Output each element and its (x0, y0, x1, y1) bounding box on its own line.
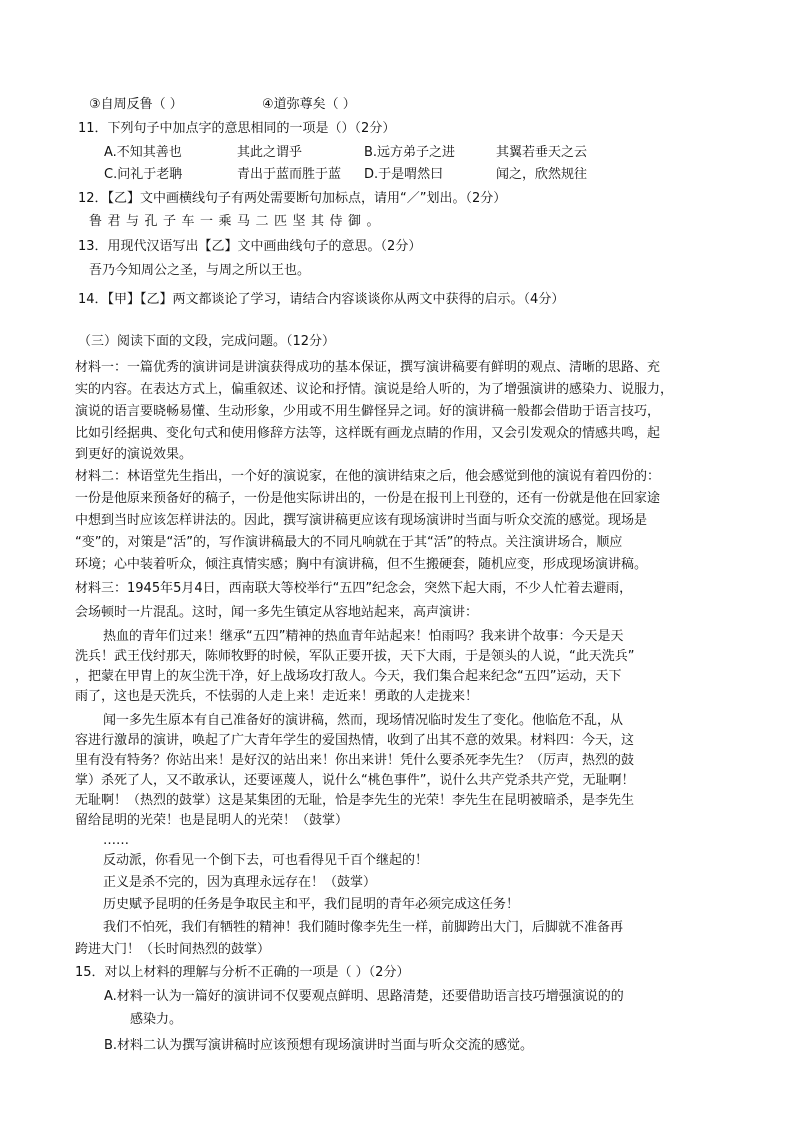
material2-line: 一份是他原来预备好的稿子，一份是他实际讲出的，一份是在报刊上刊登的，还有一份就是他在回家途 (75, 491, 661, 506)
material4-line: 留给昆明的光荣！也是昆明人的光荣！（鼓掌） (75, 813, 349, 828)
speech-line: ，把蒙在甲胄上的灰尘洗干净，好上战场攻打敌人。今天，我们集合起来纪念“五四”运动，天下 (75, 669, 622, 684)
q11-option-d-2: 闻之，欣然规往 (496, 167, 588, 182)
material3-line: 会场顿时一片混乱。这时，闻一多先生镇定从容地站起来，高声演讲： (75, 605, 479, 620)
q11-option-a-2: 其此之谓乎 (237, 145, 303, 160)
material2-line: 中想到当时应该怎样讲法的。因此，撰写演讲稿更应该有现场演讲时当面与听众交流的感觉。现场是 (75, 513, 648, 528)
material1-line: 演说的语言要晓畅易懂、生动形象，少用或不用生僻怪异之词。好的演讲稿一般都会借助于语言技巧， (75, 404, 661, 419)
material6-line: 我们不怕死，我们有牺牲的精神！我们随时像李先生一样，前脚跨出大门，后脚就不准备再 (103, 920, 624, 935)
material1-line: 到更好的演说效果。 (75, 447, 193, 462)
ellipsis: …… (103, 833, 129, 848)
material5-line: 正义是杀不完的，因为真理永远存在！（鼓掌） (103, 875, 377, 890)
q11-option-d-1: D.于是喟然曰 (364, 167, 444, 182)
material2-line: 环境；心中装着听众，倾注真情实感；胸中有演讲稿，但不生搬硬套，随机应变，形成现场演讲稿。 (75, 557, 648, 572)
material5-line: 反动派，你看见一个倒下去，可也看得见千百个继起的！ (103, 853, 429, 868)
material5-line: 历史赋予昆明的任务是争取民主和平，我们昆明的青年必须完成这任务！ (103, 897, 520, 912)
material2-line: “变”的，对策是“活”的，写作演讲稿最大的不同凡响就在于其“活”的特点。关注演讲场合，顺应 (75, 535, 623, 550)
speech-line: 雨了，这也是天洗兵，不怯弱的人走上来！走近来！勇敢的人走拢来！ (75, 689, 479, 704)
material4-line: 容进行激昂的演讲，唤起了广大青年学生的爱国热情，收到了出其不意的效果。材料四：今天，这 (75, 733, 635, 748)
q15-option-b: B.材料二认为撰写演讲稿时应该预想有现场演讲时当面与听众交流的感觉。 (104, 1038, 534, 1053)
q11-option-c-1: C.问礼于老聃 (104, 167, 183, 182)
section3-heading: （三）阅读下面的文段，完成问题。（12分） (78, 334, 336, 349)
speech-line: 洗兵！武王伐纣那天，陈师牧野的时候，军队正要开拔，天下大雨，于是领头的人说，“此天洗兵” (75, 649, 635, 664)
material2-line: 材料二：林语堂先生指出，一个好的演说家，在他的演讲结束之后，他会感觉到他的演说有着四份的： (75, 469, 661, 484)
q10-item-4: ④道弥尊矣（ ） (262, 97, 356, 112)
q12-stem: 12．【乙】文中画横线句子有两处需要断句加标点，请用“／”划出。（2分） (78, 191, 507, 206)
q12-sentence: 鲁君与孔子车一乘马二匹坚其侍御。 (89, 214, 386, 229)
q15-stem: 15．对以上材料的理解与分析不正确的一项是（ ）（2分） (75, 965, 410, 980)
speech-line: 热血的青年们过来！继承“五四”精神的热血青年站起来！怕雨吗？我来讲个故事：今天是天 (103, 629, 624, 644)
material1-line: 比如引经据典、变化句式和使用修辞方法等，这样既有画龙点睛的作用，又会引发观众的情感共鸣，起 (75, 426, 661, 441)
q11-option-c-2: 青出于蓝而胜于蓝 (237, 167, 342, 182)
q11-stem: 11．下列句子中加点字的意思相同的一项是（）（2分） (78, 121, 396, 136)
material1-line: 材料一：一篇优秀的演讲词是讲演获得成功的基本保证，撰写演讲稿要有鲜明的观点、清晰的思路、充 (75, 360, 661, 375)
q15-option-a-line1: A.材料一认为一篇好的演讲词不仅要观点鲜明、思路清楚，还要借助语言技巧增强演说的的 (104, 989, 624, 1004)
material1-line: 实的内容。在表达方式上，偏重叙述、议论和抒情。演说是给人听的，为了增强演讲的感染力、说服力， (75, 382, 674, 397)
q14-stem: 14．【甲】【乙】两文都谈论了学习，请结合内容谈谈你从两文中获得的启示。（4分） (78, 292, 565, 307)
q15-option-a-line2: 感染力。 (130, 1012, 183, 1027)
q13-stem: 13．用现代汉语写出【乙】文中画曲线句子的意思。（2分） (78, 239, 422, 254)
q13-sentence: 吾乃今知周公之圣，与周之所以王也。 (89, 263, 311, 278)
material4-line: 闻一多先生原本有自己准备好的演讲稿，然而，现场情况临时发生了变化。他临危不乱，从 (103, 713, 624, 728)
q10-item-3: ③自周反鲁（ ） (89, 97, 183, 112)
material6-line: 跨进大门！（长时间热烈的鼓掌） (75, 942, 271, 957)
material3-line: 材料三：1945年5月4日，西南联大等校举行“五四”纪念会，突然下起大雨，不少人忙着去避雨， (75, 581, 633, 596)
q11-option-b-2: 其翼若垂天之云 (496, 145, 588, 160)
q11-option-a-1: A.不知其善也 (104, 145, 182, 160)
material4-line: 掌）杀死了人，又不敢承认，还要诬蔑人，说什么“桃色事件”，说什么共产党杀共产党，无耻啊！ (75, 773, 635, 788)
material4-line: 里有没有特务？你站出来！是好汉的站出来！你出来讲！凭什么要杀死李先生？（厉声，热烈的鼓 (75, 753, 635, 768)
q11-option-b-1: B.远方弟子之进 (364, 145, 456, 160)
material4-line: 无耻啊！（热烈的鼓掌）这是某集团的无耻，恰是李先生的光荣！李先生在昆明被暗杀，是李先生 (75, 793, 635, 808)
